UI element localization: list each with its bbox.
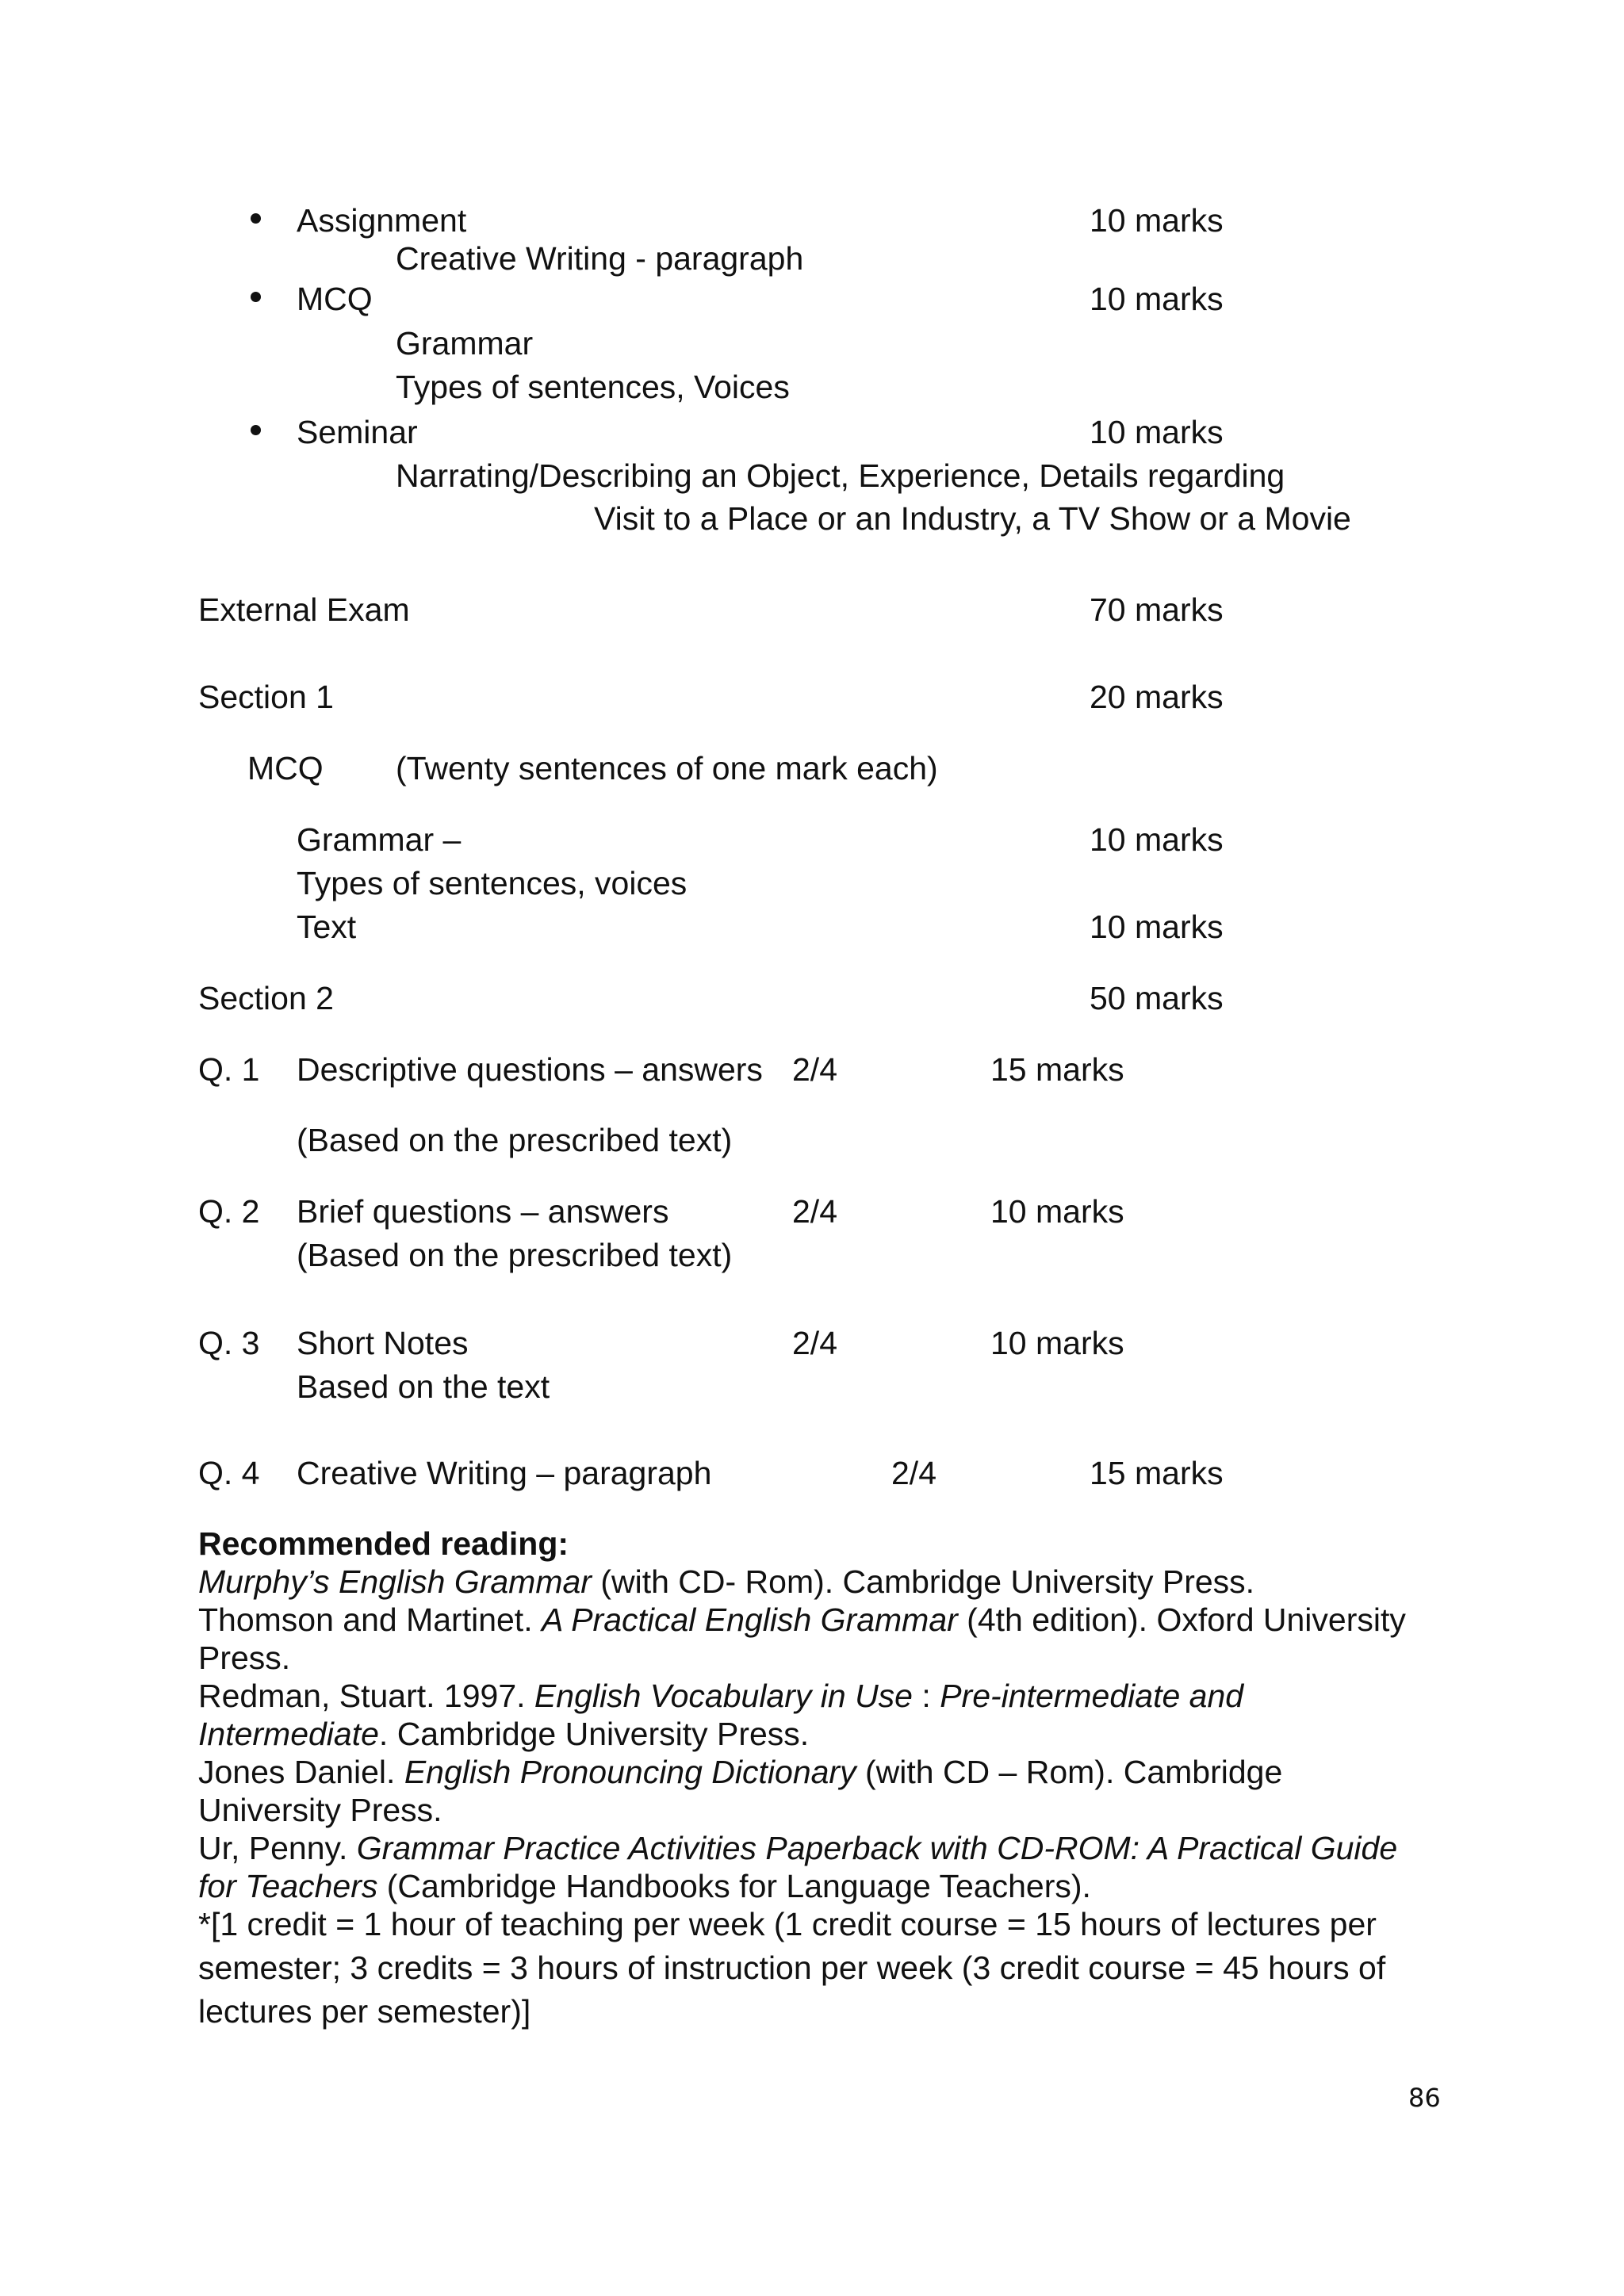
reading-title: Intermediate <box>198 1716 379 1752</box>
item-seminar-marks: 10 marks <box>1090 414 1224 450</box>
bullet-icon <box>251 213 261 224</box>
question-note: Based on the text <box>297 1368 550 1405</box>
section2-marks: 50 marks <box>1090 980 1224 1016</box>
credit-note: lectures per semester)] <box>198 1993 531 2030</box>
section1-mcq-label: MCQ <box>247 750 324 786</box>
question-number: Q. 4 <box>198 1455 260 1491</box>
section1-types: Types of sentences, voices <box>297 865 688 901</box>
item-seminar-detail: Visit to a Place or an Industry, a TV Show or a Movie <box>594 500 1351 537</box>
bullet-icon <box>251 425 261 435</box>
reading-entry <box>198 1756 1282 1789</box>
item-mcq-detail: Types of sentences, Voices <box>396 369 790 405</box>
reading-entry <box>198 1680 1243 1712</box>
reading-title: English Pronouncing Dictionary <box>404 1754 856 1790</box>
reading-entry <box>198 1832 1397 1865</box>
item-mcq-detail: Grammar <box>396 325 534 362</box>
question-number: Q. 3 <box>198 1325 260 1361</box>
section1-mcq-desc: (Twenty sentences of one mark each) <box>396 750 938 786</box>
reading-title: Murphy’s English Grammar <box>198 1563 592 1600</box>
page-number: 86 <box>1408 2083 1441 2113</box>
section2-label: Section 2 <box>198 980 334 1016</box>
item-mcq-marks: 10 marks <box>1090 281 1224 317</box>
item-assignment-label: Assignment <box>297 202 467 239</box>
reading-publisher: . Cambridge University Press. <box>378 1716 810 1752</box>
reading-publisher: (Cambridge Handbooks for Language Teachers). <box>377 1868 1091 1904</box>
item-assignment-detail: Creative Writing - paragraph <box>396 240 804 277</box>
question-marks: 10 marks <box>990 1193 1124 1230</box>
question-title: Short Notes <box>297 1325 469 1361</box>
question-note: (Based on the prescribed text) <box>297 1237 733 1273</box>
reading-publisher: (4th edition). Oxford University <box>957 1601 1406 1638</box>
section1-grammar: Grammar – <box>297 821 462 858</box>
reading-title: Grammar Practice Activities Paperback with CD-ROM: A Practical Guide <box>356 1830 1398 1866</box>
reading-entry <box>198 1563 1255 1600</box>
reading-publisher: (with CD- Rom). Cambridge University Press. <box>591 1563 1255 1600</box>
question-ratio: 2/4 <box>792 1051 837 1088</box>
reading-author: Thomson and Martinet. <box>198 1601 542 1638</box>
question-title: Creative Writing – paragraph <box>297 1455 712 1491</box>
question-number: Q. 1 <box>198 1051 260 1088</box>
section1-marks: 20 marks <box>1090 679 1224 715</box>
reading-title: Pre-intermediate and <box>940 1678 1244 1714</box>
reading-entry-cont: Press. <box>198 1640 291 1676</box>
section1-text: Text <box>297 909 357 945</box>
reading-author: Ur, Penny. <box>198 1830 357 1866</box>
credit-note: *[1 credit = 1 hour of teaching per week (1 credit course = 15 hours of lectures per <box>198 1906 1377 1942</box>
external-exam-marks: 70 marks <box>1090 591 1224 628</box>
credit-note: semester; 3 credits = 3 hours of instruction per week (3 credit course = 45 hours of <box>198 1950 1386 1986</box>
reading-heading: Recommended reading: <box>198 1525 569 1562</box>
question-ratio: 2/4 <box>792 1193 837 1230</box>
question-note: (Based on the prescribed text) <box>297 1122 733 1158</box>
item-assignment-marks: 10 marks <box>1090 202 1224 239</box>
reading-entry-cont: University Press. <box>198 1792 442 1828</box>
reading-entry <box>198 1601 1406 1638</box>
question-title: Descriptive questions – answers <box>297 1051 763 1088</box>
external-exam-label: External Exam <box>198 591 410 628</box>
section1-grammar-marks: 10 marks <box>1090 821 1224 858</box>
item-seminar-label: Seminar <box>297 414 418 450</box>
question-ratio: 2/4 <box>891 1455 936 1491</box>
reading-title: English Vocabulary in Use <box>534 1678 913 1714</box>
reading-entry-cont <box>198 1718 809 1751</box>
question-marks: 15 marks <box>990 1051 1124 1088</box>
reading-entry-cont <box>198 1870 1091 1903</box>
item-mcq-label: MCQ <box>297 281 373 317</box>
question-number: Q. 2 <box>198 1193 260 1230</box>
reading-author: Redman, Stuart. 1997. <box>198 1678 534 1714</box>
question-title: Brief questions – answers <box>297 1193 669 1230</box>
reading-author: Jones Daniel. <box>198 1754 404 1790</box>
reading-title: A Practical English Grammar <box>541 1601 958 1638</box>
section1-text-marks: 10 marks <box>1090 909 1224 945</box>
reading-publisher: (with CD – Rom). Cambridge <box>856 1754 1283 1790</box>
bullet-icon <box>251 292 261 302</box>
reading-title: for Teachers <box>198 1868 378 1904</box>
reading-separator: : <box>913 1678 940 1714</box>
question-ratio: 2/4 <box>792 1325 837 1361</box>
item-seminar-detail: Narrating/Describing an Object, Experience, Details regarding <box>396 457 1285 494</box>
question-marks: 10 marks <box>990 1325 1124 1361</box>
section1-label: Section 1 <box>198 679 334 715</box>
question-marks: 15 marks <box>1090 1455 1224 1491</box>
